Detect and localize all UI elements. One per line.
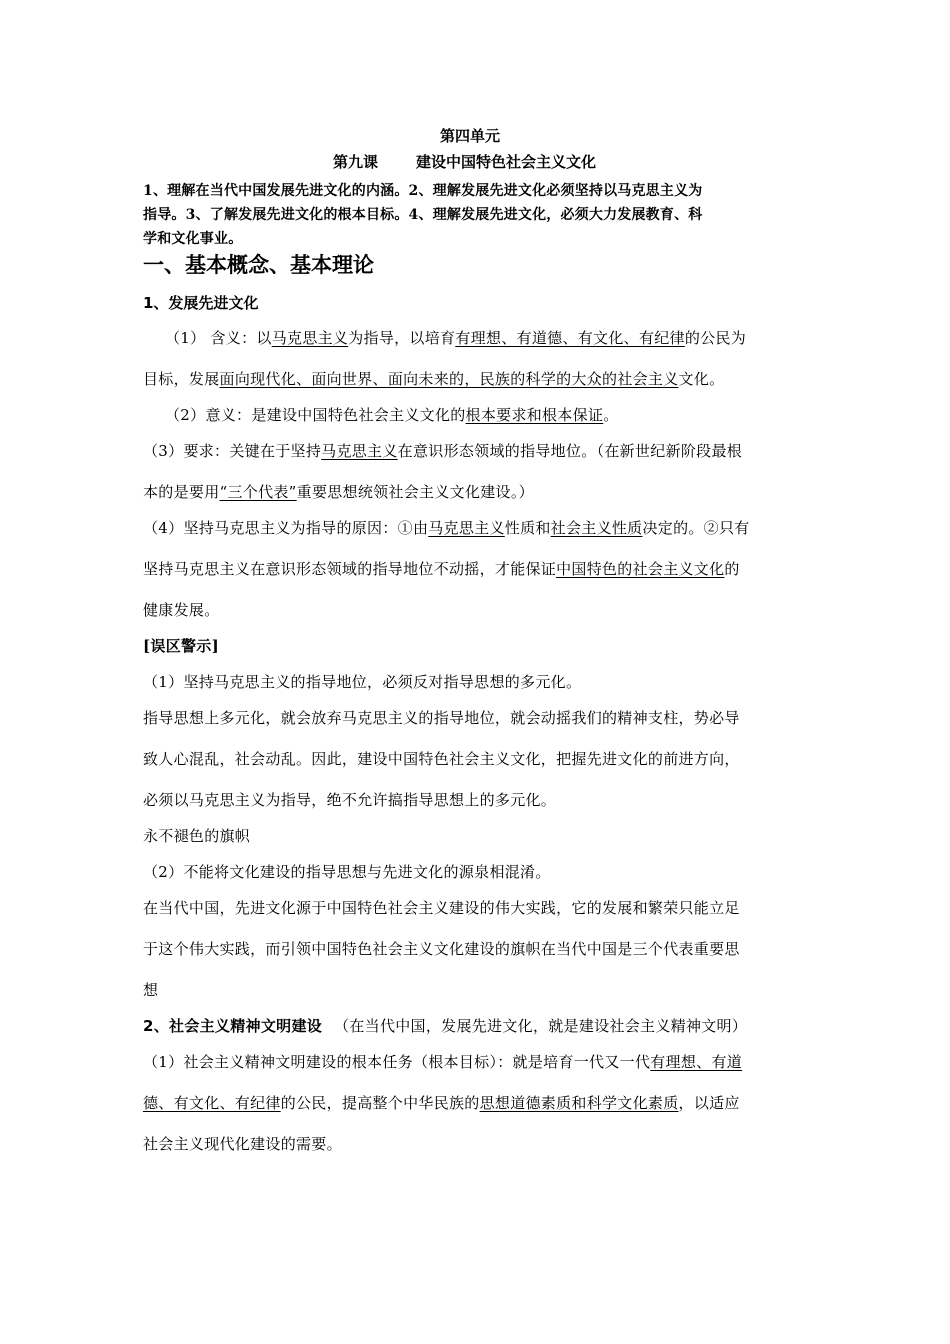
item1-definition: （1） 含义：以马克思主义为指导，以培育有理想、有道德、有文化、有纪律的公民为	[165, 329, 747, 347]
section-heading: 一、基本概念、基本理论	[143, 253, 374, 277]
item2-task-end: 社会主义现代化建设的需要。	[143, 1135, 342, 1153]
warning-heading: [误区警示]	[143, 637, 219, 655]
warning-text-6: 想	[143, 981, 159, 999]
item2-task: （1）社会主义精神文明建设的根本任务（根本目标）：就是培育一代又一代有理想、有道	[143, 1053, 743, 1071]
objectives-line-1: 1、理解在当代中国发展先进文化的内涵。2、理解发展先进文化必须坚持以马克思主义为	[143, 183, 703, 199]
warning-text-4: 在当代中国，先进文化源于中国特色社会主义建设的伟大实践，它的发展和繁荣只能立足	[143, 899, 740, 917]
warning-text-5: 于这个伟大实践，而引领中国特色社会主义文化建设的旗帜在当代中国是三个代表重要思	[143, 940, 740, 958]
item1-requirement-cont: 本的是要用“三个代表”重要思想统领社会主义文化建设。）	[143, 483, 534, 501]
item1-reason-cont: 坚持马克思主义在意识形态领域的指导地位不动摇，才能保证中国特色的社会主义文化的	[143, 560, 740, 578]
lesson-heading	[333, 151, 596, 172]
warning-point-2: （2）不能将文化建设的指导思想与先进文化的源泉相混淆。	[143, 863, 551, 881]
item1-reason-end: 健康发展。	[143, 601, 220, 619]
warning-flag: 永不褪色的旗帜	[143, 827, 251, 845]
item2-note: （在当代中国，发展先进文化，就是建设社会主义精神文明）	[334, 1017, 748, 1035]
item1-significance: （2）意义：是建设中国特色社会主义文化的根本要求和根本保证。	[165, 406, 619, 424]
objectives-line-2: 指导。3、了解发展先进文化的根本目标。4、理解发展先进文化，必须大力发展教育、科	[143, 207, 703, 223]
item1-heading: 1、发展先进文化	[143, 294, 259, 312]
warning-point-1: （1）坚持马克思主义的指导地位，必须反对指导思想的多元化。	[143, 673, 582, 691]
lesson-title: 建设中国特色社会主义文化	[416, 153, 597, 171]
item2-heading: 2、社会主义精神文明建设	[143, 1017, 323, 1035]
warning-text-2: 致人心混乱，社会动乱。因此，建设中国特色社会主义文化，把握先进文化的前进方向，	[143, 750, 740, 768]
unit-title: 第四单元	[440, 127, 501, 145]
lesson-number: 第九课	[333, 153, 379, 171]
item2-task-cont: 德、有文化、有纪律的公民，提高整个中华民族的思想道德素质和科学文化素质，以适应	[143, 1094, 740, 1112]
item2-heading-line	[143, 1015, 747, 1036]
item1-reason: （4）坚持马克思主义为指导的原因：①由马克思主义性质和社会主义性质决定的。②只有	[143, 519, 750, 537]
item1-definition-cont: 目标，发展面向现代化、面向世界、面向未来的，民族的科学的大众的社会主义文化。	[143, 370, 725, 388]
objectives-line-3: 学和文化事业。	[143, 231, 243, 247]
warning-text-1: 指导思想上多元化，就会放弃马克思主义的指导地位，就会动摇我们的精神支柱，势必导	[143, 709, 740, 727]
warning-text-3: 必须以马克思主义为指导，绝不允许搞指导思想上的多元化。	[143, 791, 557, 809]
item1-requirement: （3）要求：关键在于坚持马克思主义在意识形态领域的指导地位。（在新世纪新阶段最根	[143, 442, 743, 460]
